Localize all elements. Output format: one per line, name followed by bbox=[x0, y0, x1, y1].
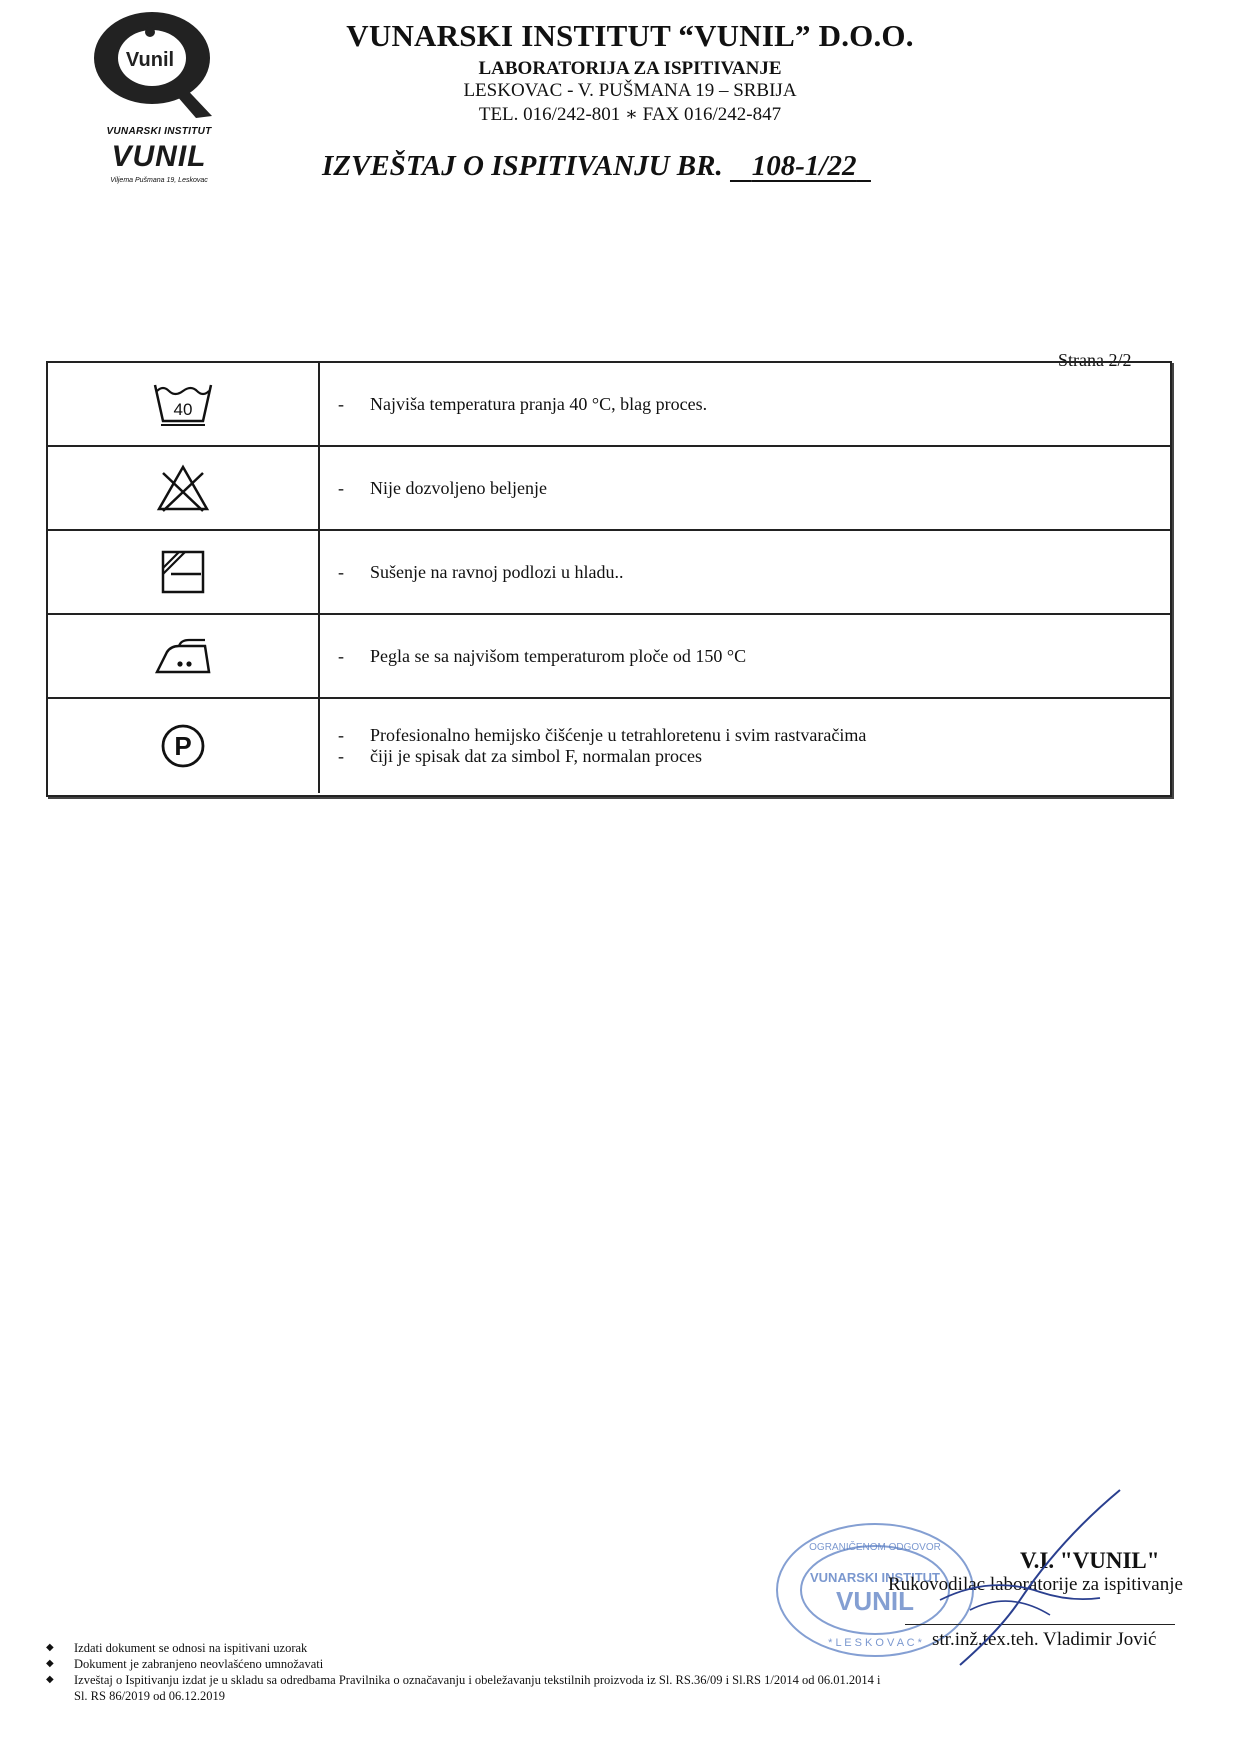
footer-note-text: Sl. RS 86/2019 od 06.12.2019 bbox=[74, 1689, 226, 1703]
care-text-cell bbox=[320, 531, 1170, 613]
footer-note bbox=[40, 1640, 1210, 1656]
logo-wordmark: VUNIL bbox=[111, 140, 207, 173]
logo-address: Viljema Pušmana 19, Leskovac bbox=[110, 177, 208, 184]
dash: - bbox=[338, 645, 344, 666]
care-text-cell bbox=[320, 699, 1170, 793]
care-text: Najviša temperatura pranja 40 °C, blag proces. bbox=[370, 393, 708, 414]
care-line bbox=[338, 478, 1170, 499]
flat-dry-shade-icon bbox=[159, 548, 207, 596]
care-row bbox=[48, 699, 1170, 793]
care-row bbox=[48, 447, 1170, 531]
svg-text:VUNIL: VUNIL bbox=[836, 1586, 914, 1616]
bullet-icon: ◆ bbox=[46, 1674, 54, 1685]
care-line bbox=[338, 746, 1170, 767]
svg-text:* L E S K O V A C *: * L E S K O V A C * bbox=[828, 1637, 922, 1649]
signature-organization: V.I. "VUNIL" bbox=[1020, 1548, 1160, 1573]
iron-two-dots-icon bbox=[153, 636, 213, 676]
svg-text:OGRANIČENOM ODGOVOR: OGRANIČENOM ODGOVOR bbox=[809, 1542, 941, 1553]
logo-subtitle: VUNARSKI INSTITUT bbox=[106, 126, 212, 137]
care-icon-cell bbox=[48, 615, 320, 697]
footer-note-text: Dokument je zabranjeno neovlašćeno umnožavati bbox=[74, 1657, 324, 1671]
signature-role: Rukovodilac laboratorije za ispitivanje bbox=[888, 1574, 1183, 1595]
dash: - bbox=[338, 746, 344, 766]
footer-note-text: Izdati dokument se odnosi na ispitivani uzorak bbox=[74, 1641, 308, 1655]
wash-40-gentle-icon bbox=[151, 381, 215, 427]
professional-dry-clean-p-icon bbox=[159, 722, 207, 770]
care-line bbox=[338, 562, 1170, 583]
care-symbols-table bbox=[46, 361, 1172, 797]
care-text-cell bbox=[320, 363, 1170, 445]
care-icon-cell bbox=[48, 699, 320, 793]
institute-phone: TEL. 016/242-801 ∗ FAX 016/242-847 bbox=[478, 104, 782, 125]
care-icon-cell bbox=[48, 531, 320, 613]
care-icon-cell bbox=[48, 363, 320, 445]
dash: - bbox=[338, 393, 344, 414]
care-line bbox=[338, 394, 1170, 415]
svg-text:VUNARSKI INSTITUT: VUNARSKI INSTITUT bbox=[810, 1570, 940, 1585]
institute-address: LESKOVAC - V. PUŠMANA 19 – SRBIJA bbox=[463, 80, 797, 101]
dash: - bbox=[338, 725, 344, 745]
care-text-cell bbox=[320, 615, 1170, 697]
institute-name: VUNARSKI INSTITUT “VUNIL” D.O.O. bbox=[346, 18, 914, 53]
care-text: Pegla se sa najvišom temperaturom ploče od 150 °C bbox=[370, 645, 747, 666]
care-icon-cell bbox=[48, 447, 320, 529]
bullet-icon: ◆ bbox=[46, 1642, 54, 1653]
care-text: čiji je spisak dat za simbol F, normalan proces bbox=[370, 746, 702, 766]
footer-note bbox=[40, 1656, 1210, 1672]
svg-text:P: P bbox=[174, 731, 192, 761]
care-line bbox=[338, 646, 1170, 667]
care-line bbox=[338, 725, 1170, 746]
laboratory-name: LABORATORIJA ZA ISPITIVANJE bbox=[478, 58, 782, 79]
footer-note bbox=[40, 1672, 1210, 1688]
dash: - bbox=[338, 561, 344, 582]
care-row bbox=[48, 531, 1170, 615]
page-indicator: Strana 2/2 bbox=[1058, 350, 1132, 370]
care-text-cell bbox=[320, 447, 1170, 529]
report-number: 108-1/22 bbox=[751, 150, 857, 182]
care-text: Sušenje na ravnoj podlozi u hladu.. bbox=[370, 561, 624, 582]
svg-text:Vunil: Vunil bbox=[125, 49, 175, 71]
svg-text:40: 40 bbox=[173, 400, 193, 419]
report-label: IZVEŠTAJ O ISPITIVANJU BR. bbox=[322, 150, 723, 182]
footer-note-text: Izveštaj o Ispitivanju izdat je u skladu sa odredbama Pravilnika o označavanju i obeležavanju tekstilnih proizvoda iz Sl. RS.36/09 i Sl.RS 1/2014 od 06.01.2014 i bbox=[74, 1673, 881, 1687]
footer-notes bbox=[40, 1640, 1210, 1704]
care-text: Profesionalno hemijsko čišćenje u tetrahloretenu i svim rastvaračima bbox=[370, 725, 867, 745]
bullet-icon: ◆ bbox=[46, 1658, 54, 1669]
dash: - bbox=[338, 477, 344, 498]
signature-name: str.inž.tex.teh. Vladimir Jović bbox=[932, 1629, 1157, 1650]
footer-note bbox=[40, 1688, 1210, 1704]
report-title bbox=[322, 150, 871, 183]
care-text: Nije dozvoljeno beljenje bbox=[370, 477, 547, 498]
care-row bbox=[48, 615, 1170, 699]
no-bleach-icon bbox=[155, 463, 211, 513]
care-row bbox=[48, 363, 1170, 447]
